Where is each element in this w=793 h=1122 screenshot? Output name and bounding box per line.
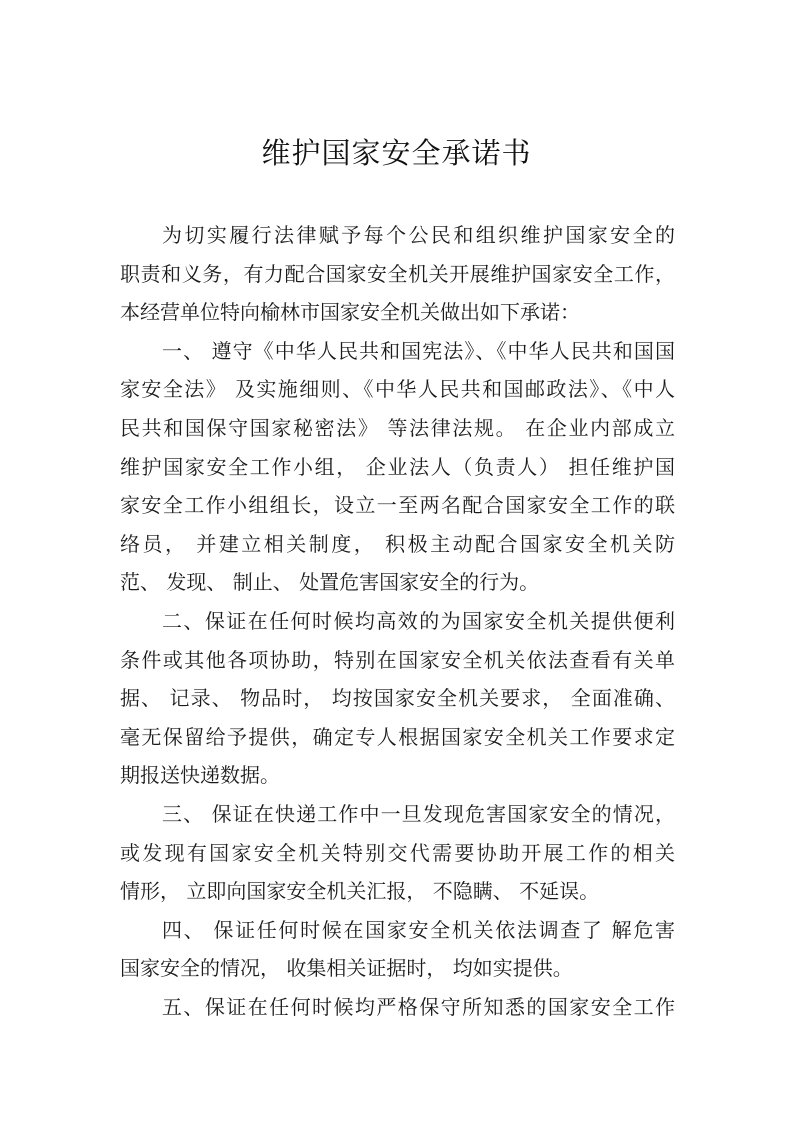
paragraph-line: 四、 保证任何时候在国家安全机关依法调查了 解危害	[162, 917, 675, 942]
paragraph-line: 国家安全的情况， 收集相关证据时， 均如实提供。	[120, 956, 573, 981]
paragraph-line: 家安全法》 及实施细则、《中华人民共和国邮政法》、《中人	[120, 377, 675, 402]
paragraph-line: 据、 记录、 物品时， 均按国家安全机关要求， 全面准确、	[120, 686, 675, 711]
document-body	[120, 216, 675, 1026]
paragraph-line: 范、 发现、 制止、 处置危害国家安全的行为。	[120, 570, 540, 595]
paragraph-line: 条件或其他各项协助，特别在国家安全机关依法查看有关单	[120, 647, 675, 672]
paragraph-line: 五、保证在任何时候均严格保守所知悉的国家安全工作	[162, 994, 675, 1019]
paragraph-line: 本经营单位特向榆林市国家安全机关做出如下承诺：	[120, 300, 580, 325]
paragraph-line: 三、 保证在快递工作中一旦发现危害国家安全的情况，	[162, 801, 675, 826]
paragraph-line: 维护国家安全工作小组， 企业法人（负责人） 担任维护国	[120, 454, 675, 479]
paragraph-line: 民共和国保守国家秘密法》 等法律法规。 在企业内部成立	[120, 415, 675, 440]
document-title: 维护国家安全承诺书	[261, 136, 532, 170]
paragraph-line: 毫无保留给予提供，确定专人根据国家安全机关工作要求定	[120, 724, 675, 749]
paragraph-line: 职责和义务，有力配合国家安全机关开展维护国家安全工作，	[120, 261, 675, 286]
paragraph-line: 家安全工作小组组长，设立一至两名配合国家安全工作的联	[120, 493, 675, 518]
paragraph-line: 或发现有国家安全机关特别交代需要协助开展工作的相关	[120, 840, 675, 865]
paragraph-line: 情形， 立即向国家安全机关汇报， 不隐瞒、 不延误。	[120, 879, 600, 904]
paragraph-line: 期报送快递数据。	[120, 763, 280, 788]
paragraph-line: 为切实履行法律赋予每个公民和组织维护国家安全的	[162, 223, 675, 247]
paragraph-line: 一、 遵守《中华人民共和国宪法》、《中华人民共和国国	[162, 338, 675, 363]
paragraph-line: 络员， 并建立相关制度， 积极主动配合国家安全机关防	[120, 531, 675, 556]
paragraph-line: 二、保证在任何时候均高效的为国家安全机关提供便利	[162, 608, 675, 633]
